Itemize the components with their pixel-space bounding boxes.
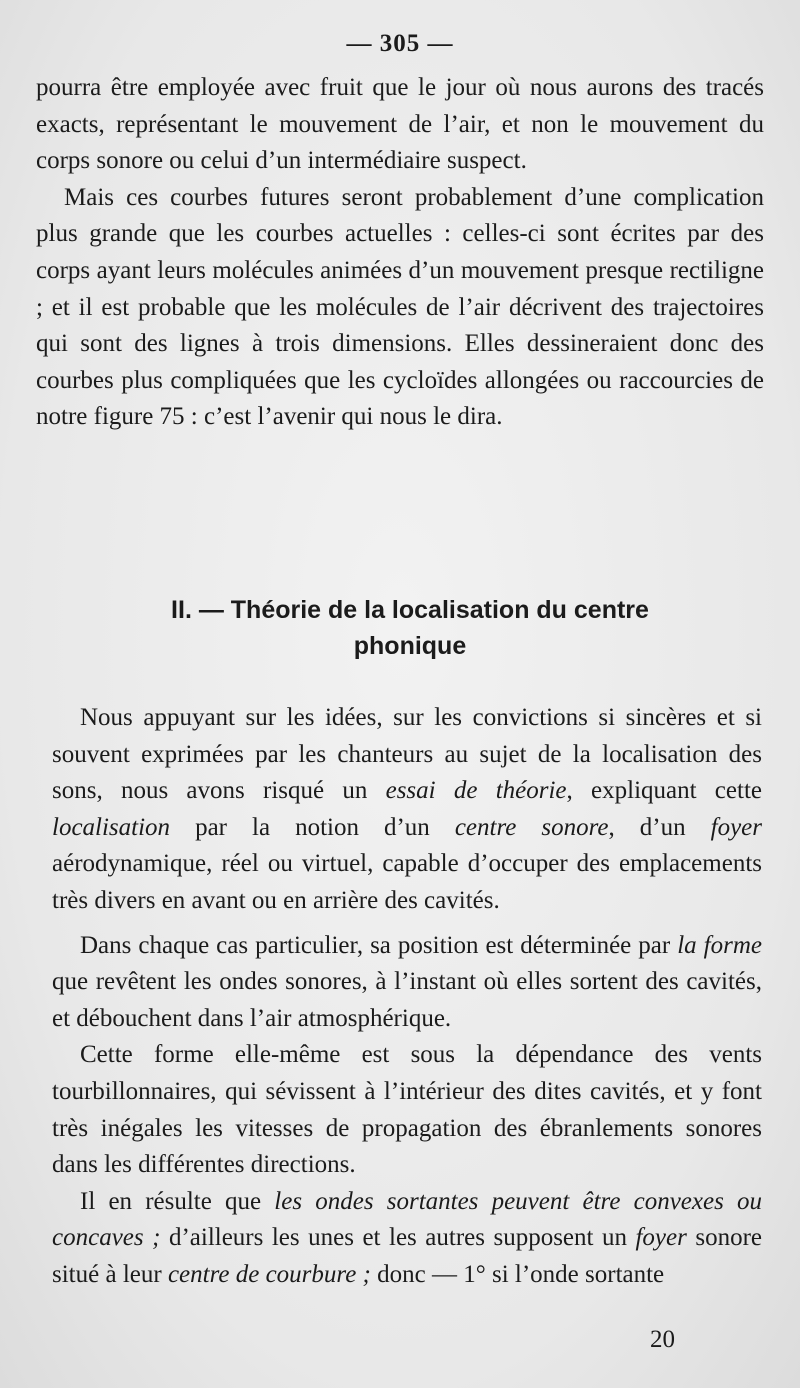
section-text-block xyxy=(52,700,762,1294)
paragraph-position: Dans chaque cas particulier, sa position est déterminée par la forme que revêtent les ondes sonores, à l’instant où elles sortent des cavités, et débouchent dans l’air atmosphérique. xyxy=(52,931,762,1032)
opening-text-block xyxy=(36,70,764,436)
signature-mark: 20 xyxy=(650,1326,675,1353)
section-heading-line2: phonique xyxy=(353,632,467,660)
paragraph-theory: Nous appuyant sur les idées, sur les convictions si sincères et si souvent exprimées par les chanteurs au sujet de la localisation des sons, nous avons risqué un essai de théorie, expliquant cette localisation par la notion d’un centre sonore, d’un foyer aérodynamique, réel ou virtuel, capable d’occuper des emplacements très divers en avant ou en arrière des cavités. xyxy=(52,704,762,914)
page-number: — 305 — xyxy=(346,30,454,57)
paragraph-future-curves: Mais ces courbes futures seront probablement d’une complication plus grande que les courbes actuelles : celles-ci sont écrites par des corps ayant leurs molécules animées d’un mouvement presque rectiligne ; et il est probable que les molécules de l’air décrivent des trajectoires qui sont des lignes à trois dimensions. Elles dessineraient donc des courbes plus compliquées que les cycloïdes allongées ou raccourcies de notre figure 75 : c’est l’avenir qui nous le dira. xyxy=(36,183,764,431)
section-heading-line1: II. — Théorie de la localisation du centre xyxy=(171,596,649,624)
paragraph-vortex: Cette forme elle-même est sous la dépendance des vents tourbillonnaires, qui sévissent à l’intérieur des dites cavités, et y font très inégales les vitesses de propagation des ébranlements sonores dans les différentes directions. xyxy=(52,1041,762,1179)
continuation-paragraph: pourra être employée avec fruit que le jour où nous aurons des tracés exacts, représentant le mouvement de l’air, et non le mouvement du corps sonore ou celui d’un intermédiaire suspect. xyxy=(36,74,764,175)
section-heading xyxy=(60,592,760,664)
paragraph-convex-concave: Il en résulte que les ondes sortantes peuvent être convexes ou concaves ; d’ailleurs les unes et les autres supposent un foyer sonore situé à leur centre de courbure ; donc — 1° si l’onde sortante xyxy=(52,1187,762,1288)
